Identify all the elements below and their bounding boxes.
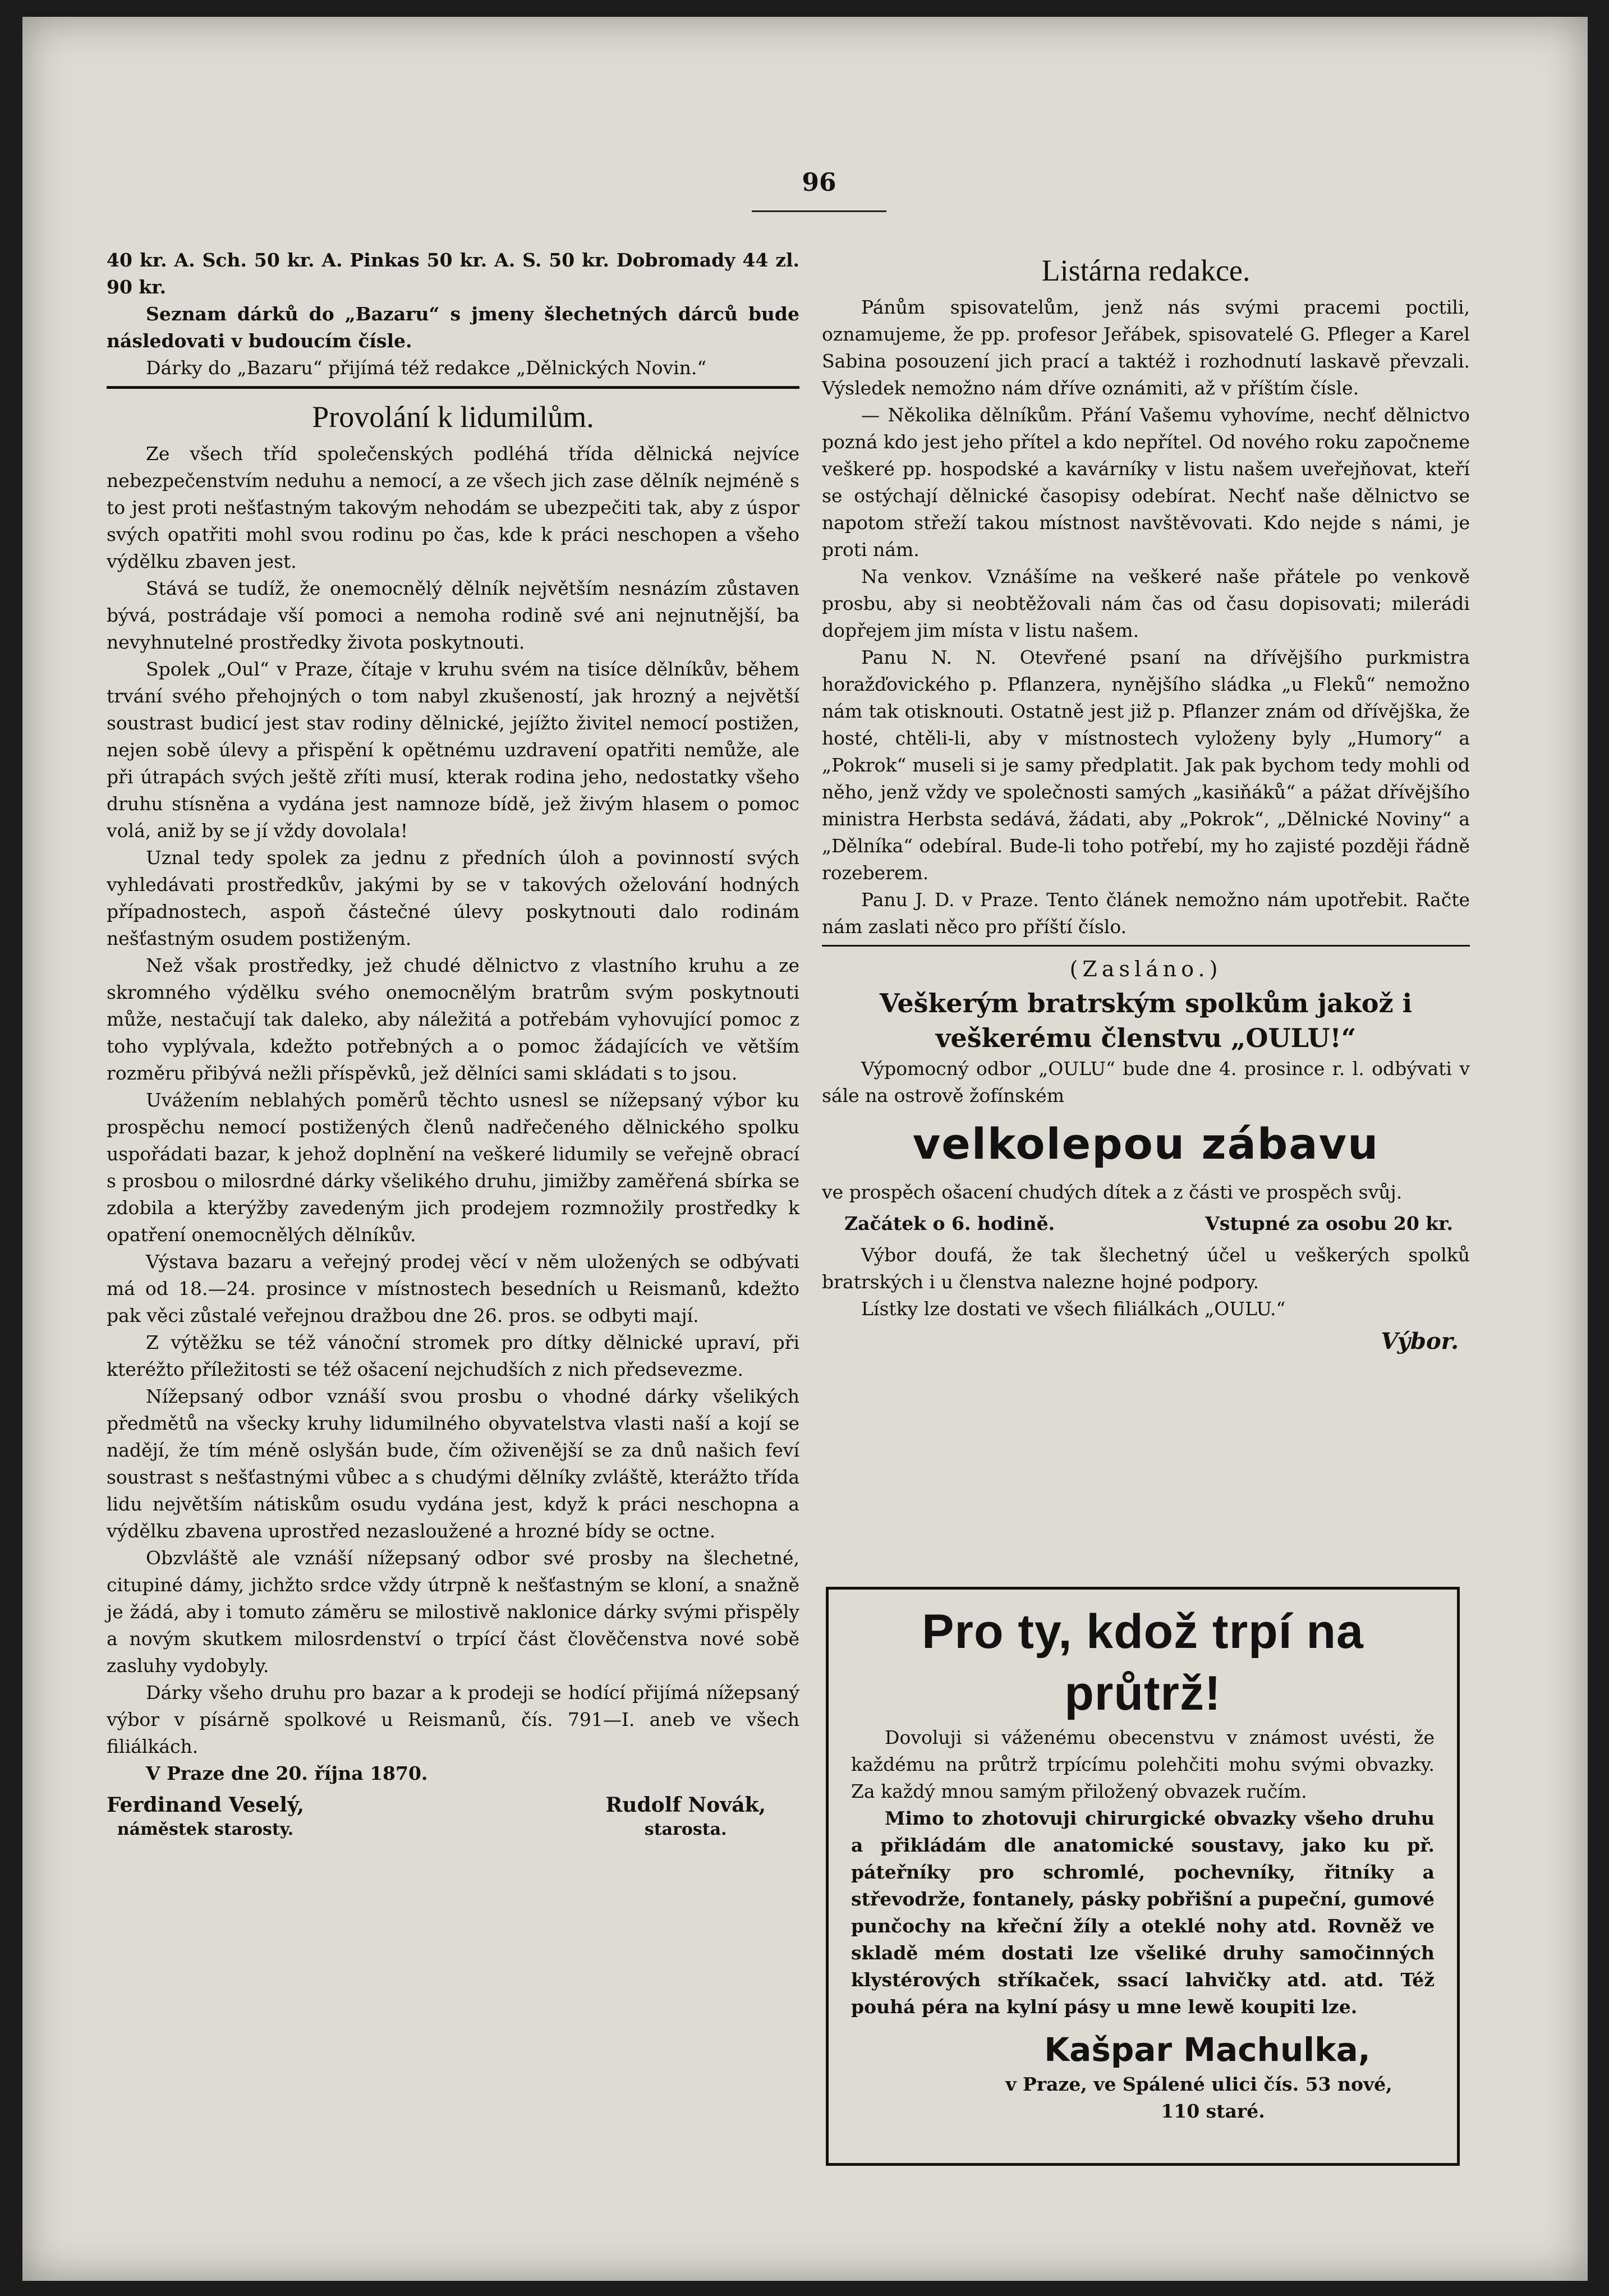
zaslano-label: (Zasláno.) <box>1069 957 1222 981</box>
listarna-item: Na venkov. Vznášíme na veškeré naše přátele po venkově prosbu, aby si neobtěžovali nám čas od času dopisovati; milerádi dopřejem jim místa v listu našem. <box>822 566 1470 641</box>
donors-note: Seznam dárků do „Bazaru“ s jmeny šlechetných dárců bude následovati v budoucím čísle. <box>107 303 799 352</box>
page-number-rule <box>752 210 886 212</box>
advert-paragraph: Mimo to zhotovuji chirurgické obvazky všeho druhu a přikládám dle anatomické soustavy, jako ku př. páteřníky pro schromlé, pochevníky, řitníky a střevodrže, fontanely, pásky pobřišní a pupeční, gumové punčochy na křeční žíly a oteklé nohy atd. Rovněž ve skladě mém dostati lze všeliké druhy samočinných klystérových stříkaček, ssací lahvičky atd. atd. Též pouhá péra na kylní pásy u mne lewě koupiti lze. <box>851 1807 1435 2018</box>
appeal-paragraph: Uvážením neblahých poměrů těchto usnesl se nížepsaný výbor ku prospěchu nemocí postižených členů nadřečeného dělnického spolku uspořádati bazar, k jehož doplnění na veškeré lidumily se veřejně obrací s prosbou o milosrdné dárky všelikého druhu, jimižby zaměřená sbírka se zdobila a kterýžby zavedeným jich prodejem rozmnožily prostředky k opatření onemocnělých dělníkův. <box>107 1089 799 1246</box>
appeal-paragraph: Z výtěžku se též vánoční stromek pro dítky dělnické upraví, při kteréžto příležitosti se též ošacení nejchudších z nich předsevezme. <box>107 1331 799 1380</box>
section-rule <box>822 945 1470 947</box>
right-column <box>822 247 1470 1355</box>
listarna-title: Listárna redakce. <box>1041 254 1251 287</box>
signer-name: Ferdinand Veselý, <box>107 1793 305 1817</box>
signer-role: náměstek starosty. <box>117 1820 294 1839</box>
signer-role: starosta. <box>644 1820 727 1839</box>
advertiser-address: v Praze, ve Spálené ulici čís. 53 nové, <box>1005 2073 1392 2095</box>
zaslano-paragraph: ve prospěch ošacení chudých dítek a z části ve prospěch svůj. <box>822 1181 1403 1203</box>
listarna-item: Panu N. N. Otevřené psaní na dřívějšího purkmistra horažďovického p. Pflanzera, nynějšího sládka „u Fleků“ nemožno nám tak otisknouti. Ostatně jest již p. Pflanzer znám od dřívějška, že hosté, chtěli-li, aby v místnostech vyloženy byly „Humory“ a „Pokrok“ museli si je samy předplatit. Jak pak bychom tedy mohli od něho, jenž vždy ve společnosti samých „kasiňáků“ a pážat dřívějšího ministra Herbsta sedává, žádati, aby „Pokrok“, „Dělnické Noviny“ a „Dělníka“ odebíral. Bude-li toho potřebí, my ho zajisté později řádně rozeberem. <box>822 646 1470 884</box>
event-start: Začátek o 6. hodině. <box>844 1213 1055 1234</box>
appeal-paragraph: Uznal tedy spolek za jednu z předních úloh a povinností svých vyhledávati prostředkův, jakými by se v takových oželování hodných případnostech, aspoň částečné úlevy poskytnouti dalo rodinám nešťastným osudem postiženým. <box>107 847 799 949</box>
section-rule <box>107 386 799 389</box>
listarna-item: Pánům spisovatelům, jenž nás svými pracemi poctili, oznamujeme, že pp. profesor Jeřábek, spisovatelé G. Pfleger a Karel Sabina posouzení jich prací a taktéž i rozhodnutí laskavě převzali. Výsledek nemožno nám dříve oznámiti, až v příštím čísle. <box>822 296 1470 399</box>
zaslano-paragraph: Výbor doufá, že tak šlechetný účel u veškerých spolků bratrských i u členstva nalezne hojné podpory. <box>822 1244 1470 1293</box>
signer-name: Rudolf Novák, <box>605 1793 766 1817</box>
advertiser-name: Kašpar Machulka, <box>1044 2031 1371 2069</box>
advert-title: Pro ty, kdož trpí na průtrž! <box>922 1605 1364 1720</box>
appeal-paragraph: Obzvláště ale vznáší nížepsaný odbor své prosby na šlechetné, citupiné dámy, jichžto srdce vždy útrpně k nešťastným se kloní, a snažně je žádá, aby i tomuto záměru se milostivě naklonice dárky svými přispěly a novým skutkem milosrdenství o trpící část člověčenstva nové sobě zasluhy vydobyly. <box>107 1547 799 1677</box>
appeal-paragraph: Spolek „Oul“ v Praze, čítaje v kruhu svém na tisíce dělníkův, během trvání svého přehojných o tom nabyl zkušeností, jak hrozný a největší soustrast budicí jest stav rodiny dělnické, jejížto živitel nemocí postižen, nejen sobě úlevy a přispění k opětnému uzdravení opatřiti nemůže, ale při útrapách svých ještě zříti musí, kterak rodina jeho, nedostatky všeho druhu stísněna a vydána jest namnoze bídě, jež živým hlasem o pomoc volá, aniž by se jí vždy dovolala! <box>107 658 799 842</box>
zaslano-signature: Výbor. <box>1381 1328 1459 1354</box>
signature-left <box>107 1793 304 1842</box>
zaslano-paragraph: Lístky lze dostati ve všech filiálkách „OULU.“ <box>861 1298 1286 1320</box>
event-entry-fee: Vstupné za osobu 20 kr. <box>1205 1213 1453 1234</box>
appeal-signatures <box>107 1793 799 1842</box>
appeal-dateline: V Praze dne 20. října 1870. <box>146 1762 428 1784</box>
bazaar-gifts-note: Dárky do „Bazaru“ přijímá též redakce „Dělnických Novin.“ <box>146 357 707 379</box>
appeal-paragraph: Než však prostředky, jež chudé dělnictvo z vlastního kruhu a ze skromného výdělku svého onemocnělým bratrům svým poskytnouti může, nestačují tak daleko, aby náležitá a potřebám vyhovující pomoc z toho vyplývala, kdežto potřebných a o pomoc žádajících ve větším rozměru přibývá nežli příspěvků, jež dělníci sami skládati s to jsou. <box>107 954 799 1084</box>
advertisement-box <box>826 1587 1460 2166</box>
appeal-paragraph: Dárky všeho druhu pro bazar a k prodeji se hodící přijímá nížepsaný výbor v písárně spolkové u Reismanů, čís. 791—I. aneb ve všech filiálkách. <box>107 1682 799 1757</box>
newspaper-page <box>22 17 1588 2281</box>
appeal-paragraph: Ze všech tříd společenských podléhá třída dělnická nejvíce nebezpečenstvím neduhu a nemocí, a ze všech jich zase dělník nejméně s to jest proti nešťastným takovým nehodám se ubezpečiti tak, aby z úspor svých opatřiti mohl svou rodinu po čas, kde k práci neschopen a všeho výdělku zbaven jest. <box>107 443 799 572</box>
left-column <box>107 247 799 1842</box>
event-title: velkolepou zábavu <box>912 1119 1380 1169</box>
appeal-title: Provolání k lidumilům. <box>312 400 594 434</box>
advertiser-address-old: 110 staré. <box>1161 2100 1265 2122</box>
listarna-item: — Několika dělníkům. Přání Vašemu vyhovíme, nechť dělnictvo pozná kdo jest jeho přítel a kdo nepřítel. Od nového roku započneme veškeré pp. hospodské a kavárníky v listu našem uveřejňovat, kteří se ostýchají dělnické časopisy odebírat. Nechť naše dělnictvo se napotom střeží takou místnost navštěvovati. Kdo nejde s námi, je proti nám. <box>822 404 1470 561</box>
appeal-paragraph: Nížepsaný odbor vznáší svou prosbu o vhodné dárky všelikých předmětů na všecky kruhy lidumilného obyvatelstva vlasti naší a kojí se nadějí, že tím méně oslyšán bude, čím oživenější se za dnů našich feví soustrast s nešťastnými vůbec a s chudými dělníky zvláště, kterážto třída lidu největším nátiskům osudu vydána jest, když k práci neschopna a výdělku zbavena uprostřed nezasloužené a hrozné bídy se octne. <box>107 1385 799 1542</box>
listarna-item: Panu J. D. v Praze. Tento článek nemožno nám upotřebit. Račte nám zaslati něco pro příští číslo. <box>822 889 1470 938</box>
advert-paragraph: Dovoluji si váženému obecenstvu v známost uvésti, že každému na průtrž trpícímu polehčiti mohu svými obvazky. Za každý mnou samým přiložený obvazek ručím. <box>851 1726 1435 1802</box>
appeal-paragraph: Výstava bazaru a veřejný prodej věcí v něm uložených se odbývati má od 18.—24. prosince v místnostech besedních u Reismanů, kdežto pak věci zůstalé veřejnou dražbou dne 26. pros. se odbyti mají. <box>107 1251 799 1326</box>
page-number: 96 <box>802 168 836 197</box>
appeal-paragraph: Stává se tudíž, že onemocnělý dělník největším nesnázím zůstaven bývá, postrádaje vší pomoci a nemoha rodině své ani nejnutnější, ba nevyhnutelné prostředky života poskytnouti. <box>107 577 799 653</box>
zaslano-paragraph: Výpomocný odbor „OULU“ bude dne 4. prosince r. l. odbývati v sále na ostrově žofínském <box>822 1058 1470 1106</box>
zaslano-heading: Veškerým bratrským spolkům jakož i veškerému členstvu „OULU!“ <box>879 988 1413 1053</box>
event-details <box>822 1210 1470 1237</box>
donations-list: 40 kr. A. Sch. 50 kr. A. Pinkas 50 kr. A. S. 50 kr. Dobromady 44 zl. 90 kr. <box>107 249 799 298</box>
signature-right <box>605 1793 766 1842</box>
